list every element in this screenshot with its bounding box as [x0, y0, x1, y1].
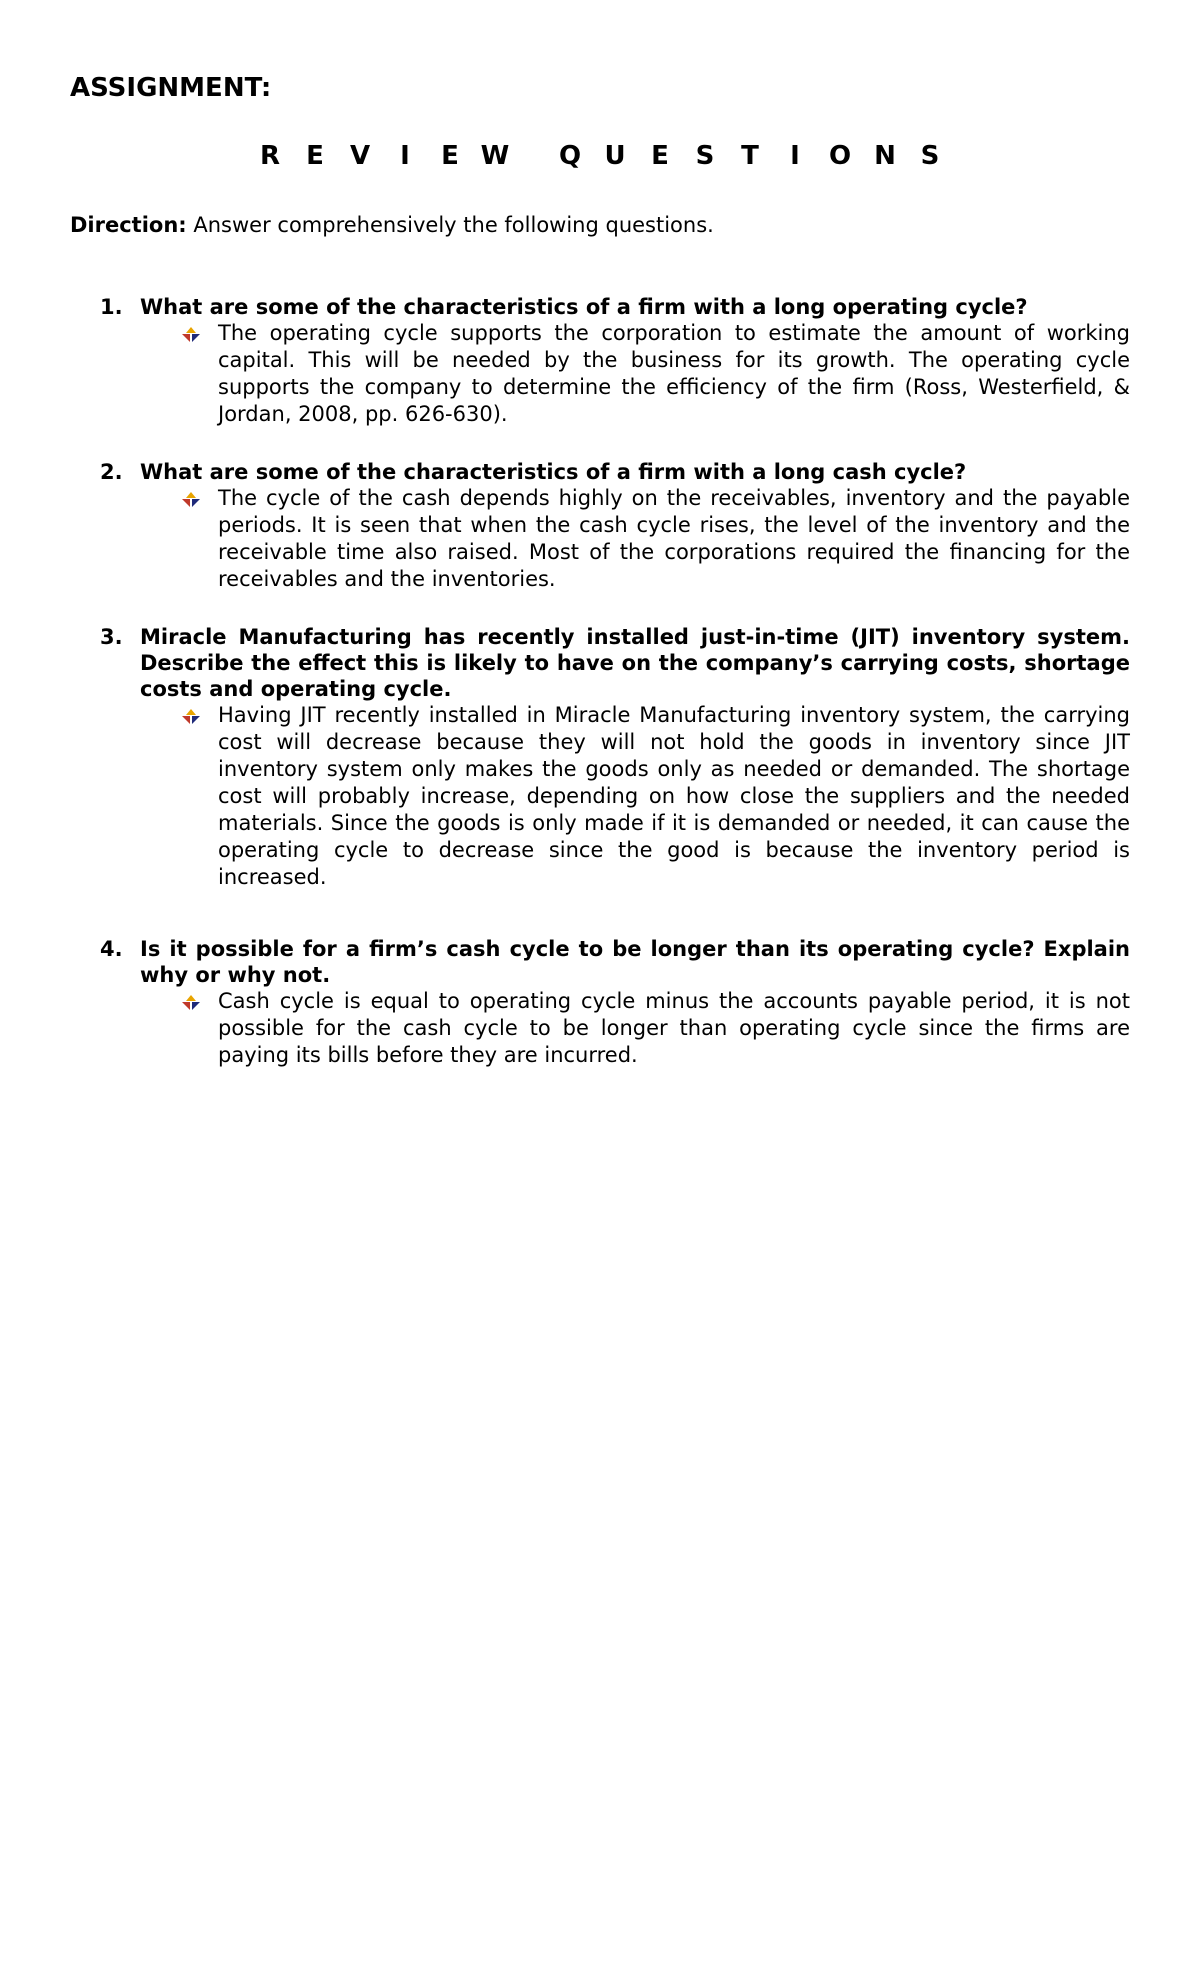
- question-number: 1.: [100, 295, 123, 319]
- title-letter: S: [920, 141, 940, 171]
- title-letter: U: [604, 141, 626, 171]
- question-number: 4.: [100, 937, 123, 961]
- question-item-2: [100, 459, 1130, 593]
- answer-text: The operating cycle supports the corporation to estimate the amount of working capital. This will be needed by the business for its growth. The operating cycle supports the company to determine the efficiency of the firm (Ross, Westerfield, & Jordan, 2008, pp. 626-630).: [218, 321, 1130, 426]
- title-letter: Q: [558, 141, 582, 171]
- question: [100, 459, 1130, 485]
- question-text: Miracle Manufacturing has recently installed just-in-time (JIT) inventory system. Describe the effect this is likely to have on the company’s carrying costs, shortage costs and operating cycle.: [140, 625, 1130, 701]
- arrow-bullet-icon: [180, 485, 218, 593]
- direction-label: Direction:: [70, 213, 187, 237]
- title-letter: N: [874, 141, 896, 171]
- arrow-bullet-icon: [180, 702, 218, 891]
- answer: [180, 988, 1130, 1069]
- question: [100, 936, 1130, 988]
- title-letter: R: [259, 141, 281, 171]
- title-letter: E: [306, 141, 324, 171]
- answer: [180, 702, 1130, 891]
- question: [100, 294, 1130, 320]
- title-letter: E: [441, 141, 459, 171]
- question-text: Is it possible for a firm’s cash cycle to be longer than its operating cycle? Explain why or why not.: [140, 937, 1130, 987]
- title-letter: T: [741, 141, 759, 171]
- answer-text: Having JIT recently installed in Miracle Manufacturing inventory system, the carrying cost will decrease because they will not hold the goods in inventory since JIT inventory system only makes the goods only as needed or demanded. The shortage cost will probably increase, depending on how close the suppliers and the needed materials. Since the goods is only made if it is demanded or needed, it can cause the operating cycle to decrease since the good is because the inventory period is increased.: [218, 703, 1130, 889]
- arrow-bullet-icon: [180, 988, 218, 1069]
- question-item-3: [100, 624, 1130, 891]
- question-item-4: [100, 936, 1130, 1069]
- direction-line: [70, 210, 714, 240]
- direction-text: Answer comprehensively the following questions.: [186, 213, 714, 237]
- answer-text: The cycle of the cash depends highly on the receivables, inventory and the payable periods. It is seen that when the cash cycle rises, the level of the inventory and the receivable time also raised. Most of the corporations required the financing for the receivables and the inventories.: [218, 486, 1130, 591]
- title-string: REVIEW QUESTIONS: [0, 1940, 11, 1941]
- title-letter: O: [828, 141, 852, 171]
- answer: [180, 320, 1130, 428]
- answer: [180, 485, 1130, 593]
- title-letter: S: [695, 141, 715, 171]
- arrow-bullet-icon: [180, 320, 218, 428]
- title-letter: I: [400, 141, 410, 171]
- answer-text: Cash cycle is equal to operating cycle minus the accounts payable period, it is not possible for the cash cycle to be longer than operating cycle since the firms are paying its bills before they are incurred.: [218, 989, 1130, 1067]
- title-letter: E: [651, 141, 669, 171]
- question-text: What are some of the characteristics of a firm with a long cash cycle?: [140, 460, 967, 484]
- question: [100, 624, 1130, 702]
- title-letter: I: [790, 141, 800, 171]
- question-item-1: [100, 294, 1130, 428]
- question-number: 2.: [100, 460, 123, 484]
- title-letter: V: [349, 141, 371, 171]
- assignment-heading: ASSIGNMENT:: [70, 73, 272, 103]
- question-text: What are some of the characteristics of a firm with a long operating cycle?: [140, 295, 1028, 319]
- title-letter: W: [480, 141, 510, 171]
- question-number: 3.: [100, 625, 123, 649]
- review-questions-title: [0, 138, 1200, 174]
